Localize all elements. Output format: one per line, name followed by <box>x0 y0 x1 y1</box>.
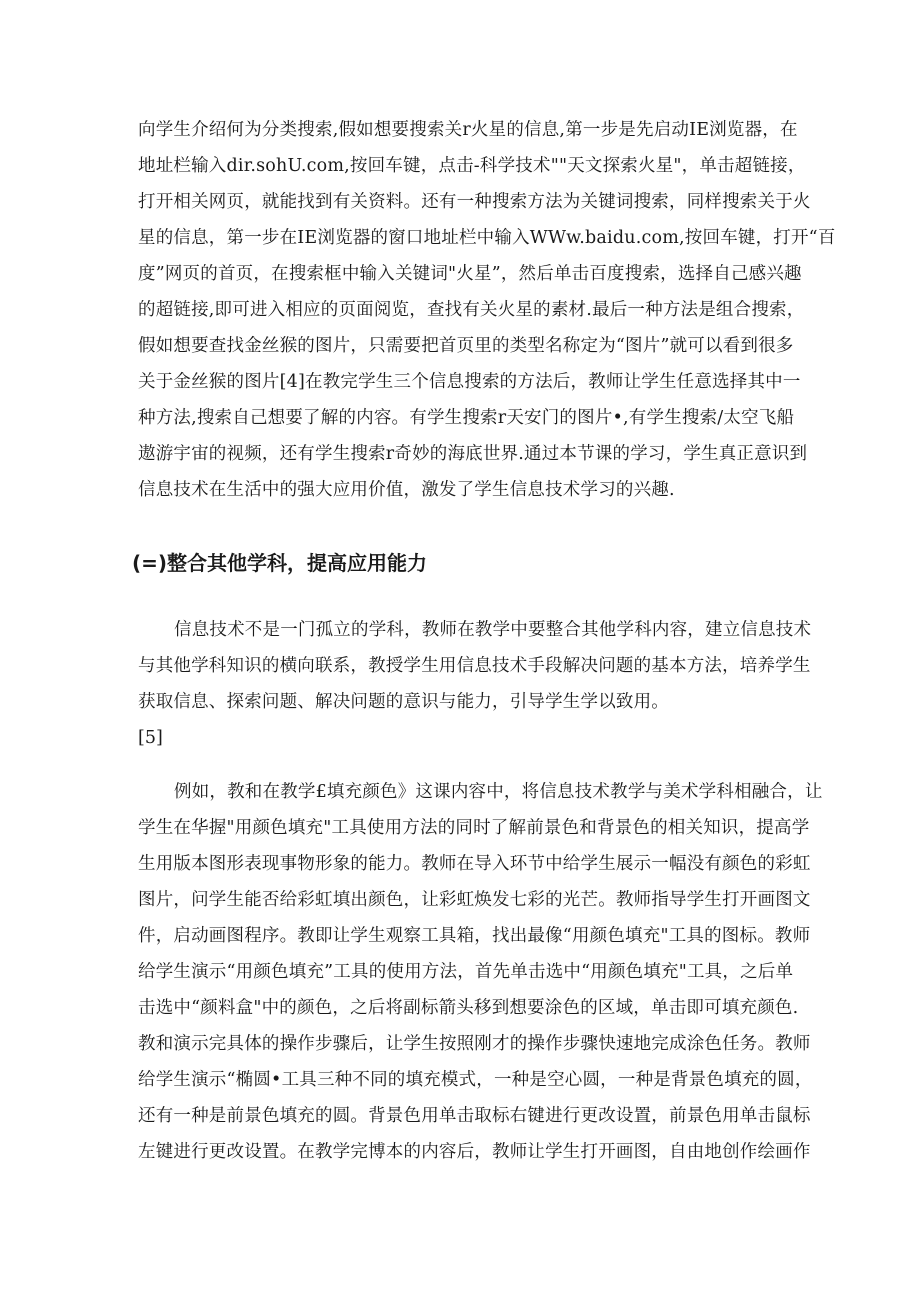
text-line: 向学生介绍何为分类搜索,假如想要搜索关r火星的信息,第一步是先启动IE浏览器，在 <box>138 120 798 140</box>
text-line: 生用版本图形表现事物形象的能力。教师在导入环节中给学生展示一幅没有颜色的彩虹 <box>138 854 811 874</box>
paragraph-search-methods <box>138 112 836 508</box>
text-line: 与其他学科知识的横向联系，教授学生用信息技术手段解决问题的基本方法，培养学生 <box>138 656 811 676</box>
text-line: 件，启动画图程序。教即让学生观察工具箱，找出最像“用颜色填充"工具的图标。教师 <box>138 926 811 946</box>
text-line: 信息技术在生活中的强大应用价值，激发了学生信息技术学习的兴趣. <box>138 480 675 500</box>
text-line: 打开相关网页，就能找到有关资料。还有一种搜索方法为关键词搜索，同样搜索关于火 <box>138 192 811 212</box>
reference-marker: [5] <box>138 728 163 748</box>
text-line: 给学生演示“用颜色填充”工具的使用方法，首先单击选中“用颜色填充"工具，之后单 <box>138 962 794 982</box>
text-line: 假如想要查找金丝猴的图片，只需要把首页里的类型名称定为“图片”就可以看到很多 <box>138 336 794 356</box>
text-line: 关于金丝猴的图片[4]在教完学生三个信息搜索的方法后，教师让学生任意选择其中一 <box>138 372 801 392</box>
text-line: 种方法,搜索自己想要了解的内容。有学生搜索r天安门的图片•,有学生搜索/太空飞船 <box>138 408 795 428</box>
section-heading: (=)整合其他学科，提高应用能力 <box>132 551 428 575</box>
text-line: 击选中“颜料盒"中的颜色，之后将副标箭头移到想要涂色的区域，单击即可填充颜色. <box>138 998 799 1018</box>
text-line: 学生在华握"用颜色填充"工具使用方法的同时了解前景色和背景色的相关知识，提高学 <box>138 818 810 838</box>
text-line: 地址栏输入dir.sohU.com,按回车键，点击-科学技术""天文探索火星"，单击超链接， <box>138 156 806 176</box>
text-line: 给学生演示“椭圆•工具三种不同的填充模式，一种是空心圆，一种是背景色填充的圆， <box>138 1070 813 1090</box>
text-line: 获取信息、探索问题、解决问题的意识与能力，引导学生学以致用。 <box>138 692 669 712</box>
paragraph-example-fill-color <box>138 774 823 1170</box>
text-line: 图片，问学生能否给彩虹填出颜色，让彩虹焕发七彩的光芒。教师指导学生打开画图文 <box>138 890 811 910</box>
text-line: 度”网页的首页，在搜索框中输入关键词"火星”，然后单击百度搜索，选择自己感兴趣 <box>138 264 802 284</box>
text-line: 的超链接,即可进入相应的页面阅览，查找有关火星的素材.最后一种方法是组合搜索， <box>138 300 805 320</box>
text-line: 教和演示完具体的操作步骤后，让学生按照刚才的操作步骤快速地完成涂色任务。教师 <box>138 1034 811 1054</box>
text-line: 例如，教和在教学£填充颜色》这课内容中，将信息技术教学与美术学科相融合，让 <box>174 782 823 802</box>
paragraph-integration <box>138 612 812 720</box>
text-line: 还有一种是前景色填充的圆。背景色用单击取标右键进行更改设置，前景色用单击鼠标 <box>138 1106 811 1126</box>
text-line: 遨游宇宙的视频，还有学生搜索r奇妙的海底世界.通过本节课的学习，学生真正意识到 <box>138 444 808 464</box>
text-line: 信息技术不是一门孤立的学科，教师在教学中要整合其他学科内容，建立信息技术 <box>174 620 812 640</box>
text-line: 星的信息，第一步在IE浏览器的窗口地址栏中输入WWw.baidu.com,按回车键，打开“百 <box>138 228 836 248</box>
text-line: 左键进行更改设置。在教学完博本的内容后，教师让学生打开画图，自由地创作绘画作 <box>138 1142 811 1162</box>
